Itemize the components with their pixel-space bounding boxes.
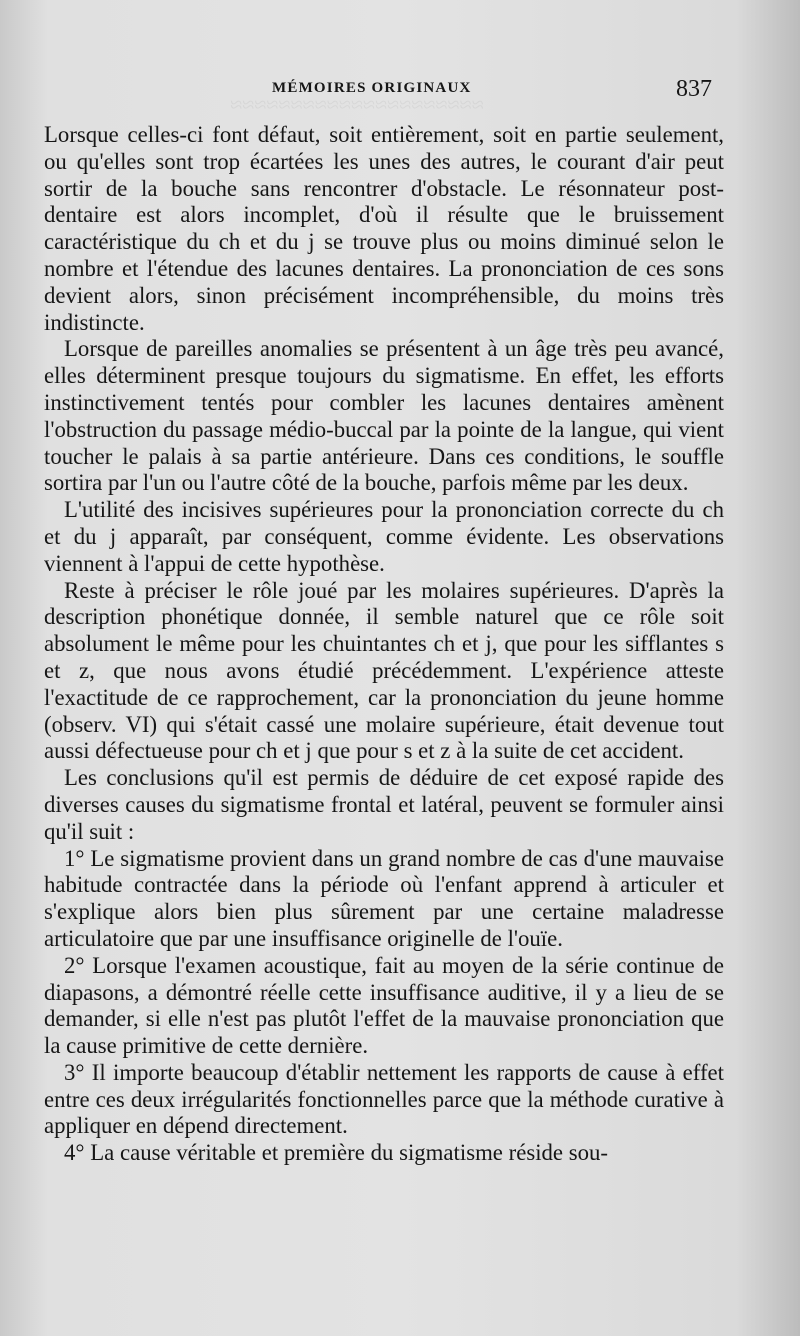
running-head: MÉMOIRES ORIGINAUX bbox=[272, 80, 472, 96]
paragraph: Lorsque celles-ci font défaut, soit entièrement, soit en partie seulement, ou qu'elles sont trop écartées les unes des autres, le courant d'air peut sortir de la bouche sans rencontrer d'obstacle. Le résonnateur post-dentaire est alors incomplet, d'où il résulte que le bruissement caractéristique du ch et du j se trouve plus ou moins diminué selon le nombre et l'étendue des lacunes dentaires. La prononciation de ces sons devient alors, sinon précisément incompréhensible, du moins très indistincte. bbox=[44, 122, 724, 335]
page-number: 837 bbox=[676, 76, 712, 102]
list-item: 4° La cause véritable et première du sigmatisme réside sou- bbox=[64, 1140, 609, 1166]
paragraph: Les conclusions qu'il est permis de déduire de cet exposé rapide des diverses causes du sigmatisme frontal et latéral, peuvent se formuler ainsi qu'il suit : bbox=[44, 765, 724, 844]
show-through: ≈≈≈≈≈≈≈≈≈≈≈≈≈≈≈≈≈≈≈≈≈ bbox=[230, 92, 484, 117]
list-item: 1° Le sigmatisme provient dans un grand nombre de cas d'une mauvaise habitude contractée dans la période où l'enfant apprend à articuler et s'explique alors bien plus sûrement par une certaine maladresse articulatoire que par une insuffisance originelle de l'ouïe. bbox=[44, 845, 724, 951]
list-item: 2° Lorsque l'examen acoustique, fait au moyen de la série continue de diapasons, a démontré réelle cette insuffisance auditive, il y a lieu de se demander, si elle n'est pas plutôt l'effet de la mauvaise prononciation que la cause primitive de cette dernière. bbox=[44, 952, 724, 1059]
paragraph: L'utilité des incisives supérieures pour la prononciation correcte du ch et du j apparaît, par conséquent, comme évidente. Les observations viennent à l'appui de cette hypothèse. bbox=[44, 497, 724, 576]
body-text bbox=[44, 122, 724, 1167]
list-item: 3° Il importe beaucoup d'établir nettement les rapports de cause à effet entre ces deux irrégularités fonctionnelles parce que la méthode curative à appliquer en dépend directement. bbox=[44, 1059, 724, 1139]
paragraph: Reste à préciser le rôle joué par les molaires supérieures. D'après la description phonétique donnée, il semble naturel que ce rôle soit absolument le même pour les chuintantes ch et j, que pour les sifflantes s et z, que nous avons étudié précédemment. L'expérience atteste l'exactitude de ce rapprochement, car la prononciation du jeune homme (observ. VI) qui s'était cassé une molaire supérieure, était devenue tout aussi défectueuse pour ch et j que pour s et z à la suite de cet accident. bbox=[44, 577, 724, 764]
paragraph: Lorsque de pareilles anomalies se présentent à un âge très peu avancé, elles déterminent presque toujours du sigmatisme. En effet, les efforts instinctivement tentés pour combler les lacunes dentaires amènent l'obstruction du passage médio-buccal par la pointe de la langue, qui vient toucher le palais à sa partie antérieure. Dans ces conditions, le souffle sortira par l'un ou l'autre côté de la bouche, parfois même par les deux. bbox=[44, 336, 724, 496]
